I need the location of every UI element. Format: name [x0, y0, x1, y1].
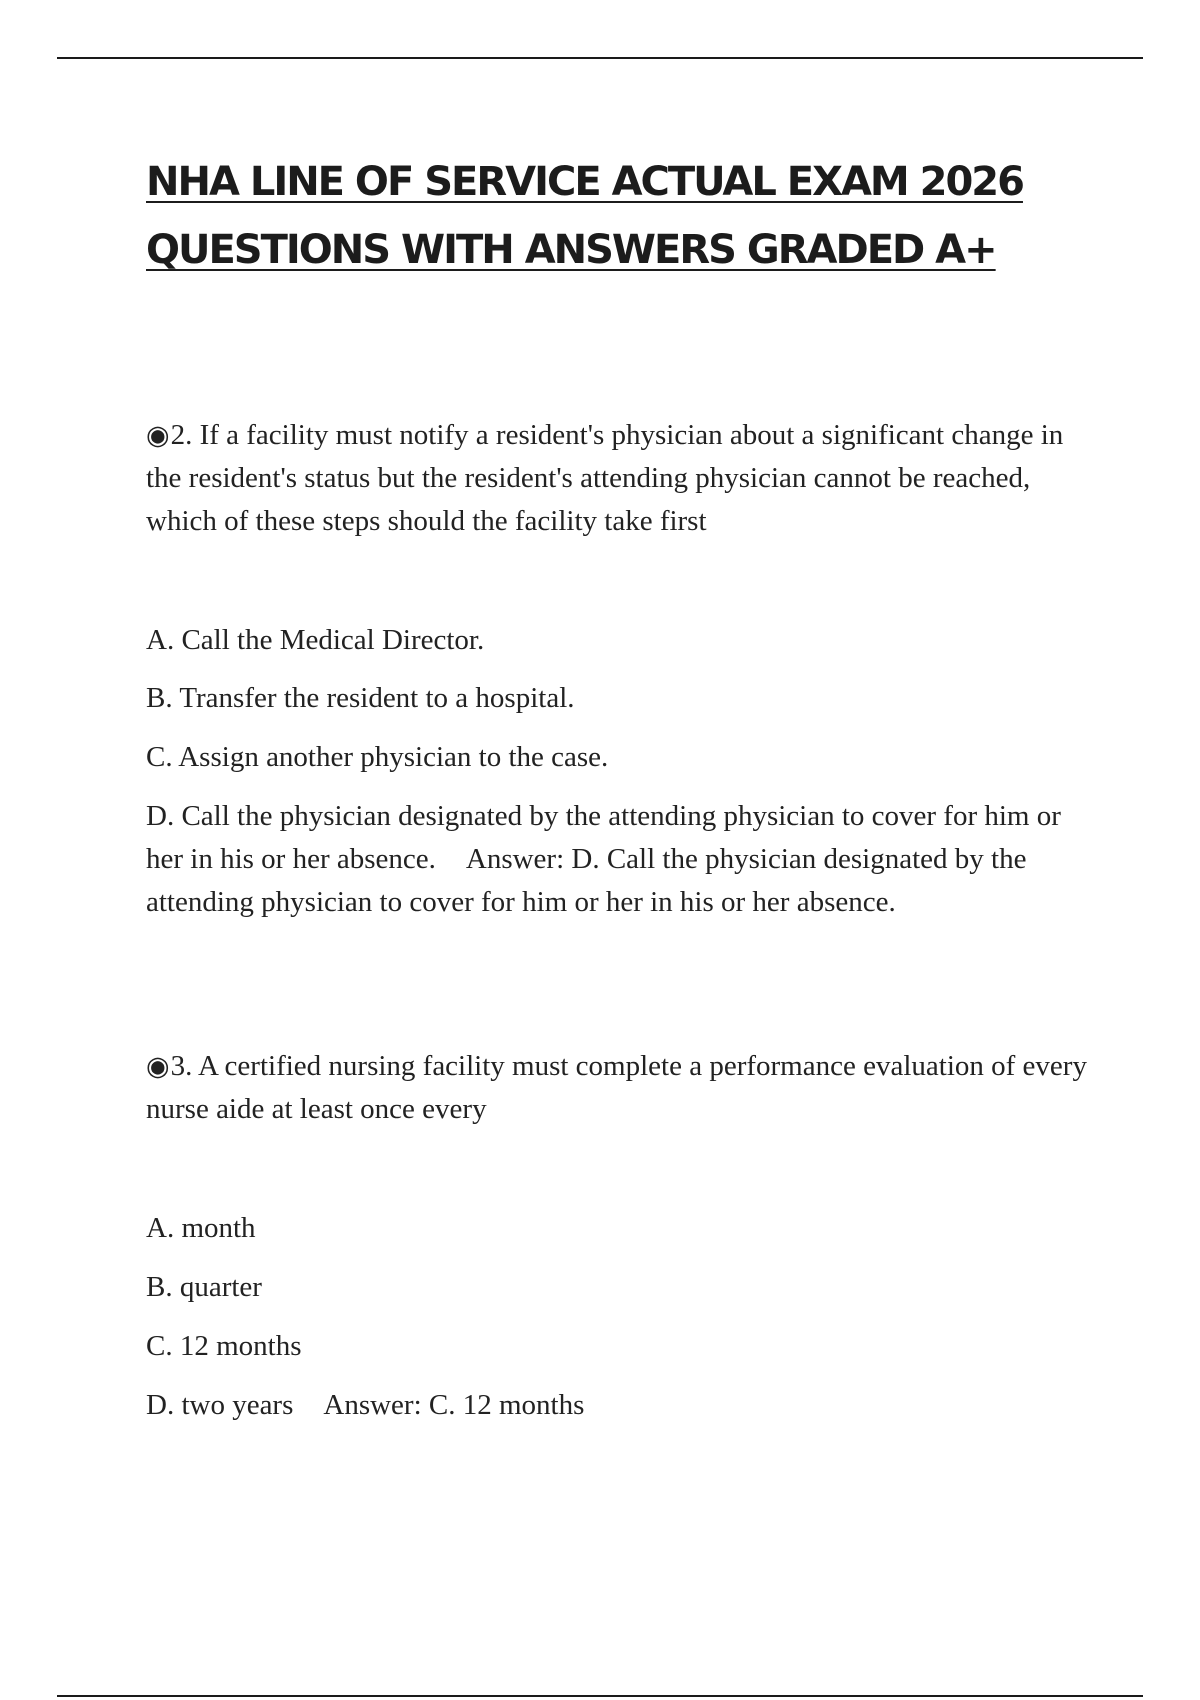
- question-2-answer: Answer: D. Call the physician designated by the attending physician to cover for him or her in his or her absence.: [146, 843, 1027, 918]
- question-3: [146, 1045, 1096, 1131]
- question-3-option-a: A. month: [146, 1212, 256, 1244]
- radio-bullet-icon: ◉: [146, 420, 170, 450]
- document-title: [146, 148, 1096, 284]
- title-line-2: QUESTIONS WITH ANSWERS GRADED A+: [146, 227, 996, 273]
- question-2-option-c: C. Assign another physician to the case.: [146, 741, 609, 773]
- question-3-option-c: C. 12 months: [146, 1330, 302, 1362]
- question-3-option-d-text: D. two years: [146, 1389, 294, 1421]
- question-3-text: 3. A certified nursing facility must complete a performance evaluation of every nurse aide at least once every: [146, 1050, 1087, 1125]
- question-3-answer: Answer: C. 12 months: [323, 1389, 585, 1421]
- question-2-option-a: A. Call the Medical Director.: [146, 624, 485, 656]
- question-3-option-b: B. quarter: [146, 1271, 262, 1303]
- top-rule: [57, 57, 1143, 59]
- question-2: [146, 414, 1096, 543]
- bottom-rule: [57, 1695, 1143, 1697]
- radio-bullet-icon: ◉: [146, 1051, 170, 1081]
- question-2-option-d: [146, 795, 1096, 924]
- question-2-option-b: B. Transfer the resident to a hospital.: [146, 682, 575, 714]
- title-line-1: NHA LINE OF SERVICE ACTUAL EXAM 2026: [146, 159, 1023, 205]
- question-3-option-d: [146, 1384, 1096, 1427]
- question-2-option-d-text: D. Call the physician designated by the attending physician to cover for him or her in his or her absence.: [146, 800, 1061, 875]
- question-2-text: 2. If a facility must notify a resident's physician about a significant change in the resident's status but the resident's attending physician cannot be reached, which of these steps should the facility take first: [146, 419, 1064, 537]
